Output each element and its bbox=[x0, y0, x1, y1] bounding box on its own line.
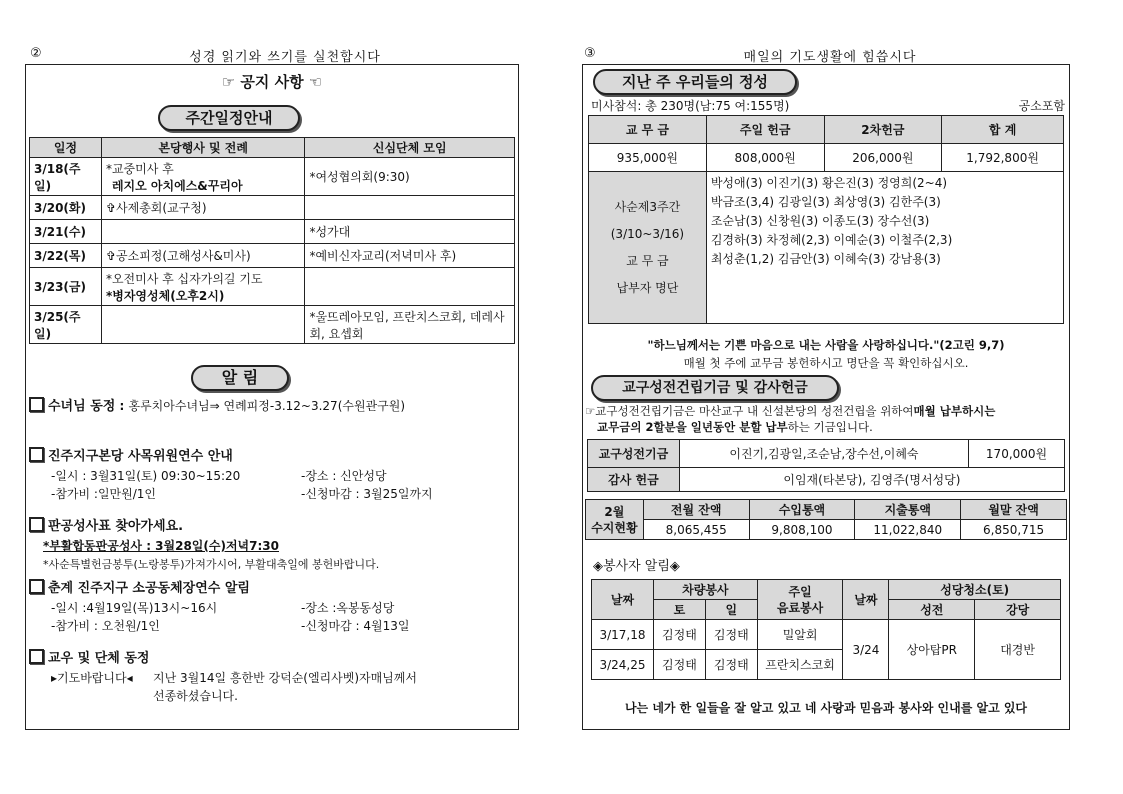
fund-desc-text: 하는 기금입니다. bbox=[787, 420, 873, 434]
square-bullet-icon bbox=[29, 447, 44, 462]
fund-desc-2 bbox=[597, 419, 1067, 435]
quote-line: "하느님께서는 기쁜 마음으로 내는 사람을 사랑하십니다."(2고린 9,7) bbox=[647, 338, 1005, 352]
balance-value: 6,850,715 bbox=[961, 520, 1067, 540]
schedule-event: *교중미사 후 bbox=[105, 161, 174, 176]
fund-label: 감사 헌금 bbox=[588, 468, 680, 492]
table-row bbox=[30, 268, 515, 306]
table-row bbox=[592, 620, 1061, 650]
volunteer-drink: 프란치스코회 bbox=[757, 650, 843, 680]
donor-label bbox=[589, 172, 707, 324]
right-header: 매일의 기도생활에 힘씁시다 bbox=[743, 50, 917, 65]
notice-title-text: 진주지구본당 사목위원연수 안내 bbox=[48, 449, 233, 464]
right-page-number: ③ bbox=[584, 46, 597, 61]
left-page bbox=[25, 64, 519, 730]
schedule-group: *성가대 bbox=[305, 220, 515, 244]
notice-line: *사순특별헌금봉투(노랑봉투)가져가시어, 부활대축일에 봉헌바랍니다. bbox=[43, 558, 380, 571]
quote-reminder: 매월 첫 주에 교무금 봉헌하시고 명단을 꼭 확인하십시오. bbox=[683, 356, 969, 370]
notice-line: -일시 :4월19일(목)13시~16시 bbox=[51, 601, 218, 615]
balance-label bbox=[586, 500, 644, 540]
balance-header: 지출통액 bbox=[855, 500, 961, 520]
fund-names: 이진기,김광일,조순남,장수선,이혜숙 bbox=[679, 440, 968, 468]
fund-amount: 170,000원 bbox=[969, 440, 1065, 468]
offering-header: 주일 헌금 bbox=[706, 116, 824, 144]
schedule-date: 3/21(수) bbox=[30, 220, 102, 244]
notice-line: -신청마감 : 4월13일 bbox=[301, 619, 410, 633]
square-bullet-icon bbox=[29, 649, 44, 664]
donor-label-line: 납부자 명단 bbox=[616, 280, 679, 295]
schedule-date: 3/22(목) bbox=[30, 244, 102, 268]
fund-names: 이임재(타본당), 김영주(명서성당) bbox=[679, 468, 1064, 492]
donor-list bbox=[706, 172, 1063, 324]
schedule-event: ✞사제총회(교구청) bbox=[101, 196, 304, 220]
offering-value: 808,000원 bbox=[706, 144, 824, 172]
fund-desc-text: ☞교구성전건립기금은 마산교구 내 신설본당의 성전건립을 위하여 bbox=[585, 404, 914, 418]
notice-line: -참가비 : 오천원/1인 bbox=[51, 619, 160, 633]
square-bullet-icon bbox=[29, 397, 44, 412]
balance-value: 11,022,840 bbox=[855, 520, 961, 540]
volunteer-header: 차량봉사 bbox=[653, 580, 757, 600]
volunteer-drink: 밀알회 bbox=[757, 620, 843, 650]
attendance-note: 공소포함 bbox=[1018, 99, 1065, 113]
notice-title-text: 수녀님 동정 bbox=[48, 399, 116, 414]
volunteer-sun: 김정태 bbox=[705, 650, 757, 680]
table-row bbox=[30, 220, 515, 244]
fund-desc-1 bbox=[585, 403, 1067, 419]
left-header: 성경 읽기와 쓰기를 실천합시다 bbox=[189, 50, 381, 65]
donor-line: 최성춘(1,2) 김금안(3) 이혜숙(3) 강남용(3) bbox=[710, 252, 941, 266]
volunteer-header: 일 bbox=[705, 600, 757, 620]
schedule-date: 3/23(금) bbox=[30, 268, 102, 306]
offering-value: 1,792,800원 bbox=[942, 144, 1064, 172]
schedule-title: 주간일정안내 bbox=[158, 105, 300, 131]
schedule-group: *여성협의회(9:30) bbox=[305, 158, 515, 196]
separator: : bbox=[115, 399, 129, 413]
notice-line: 선종하셨습니다. bbox=[153, 689, 238, 703]
table-row bbox=[30, 158, 515, 196]
notice-line: 지난 3월14일 흥한반 강덕순(엘리사벳)자매님께서 bbox=[153, 671, 417, 685]
offering-value: 206,000원 bbox=[824, 144, 942, 172]
volunteer-header-line: 음료봉사 bbox=[776, 600, 824, 615]
schedule-date: 3/25(주일) bbox=[30, 306, 102, 344]
balance-label-line: 수지현황 bbox=[591, 520, 638, 535]
offering-title: 지난 주 우리들의 정성 bbox=[593, 69, 797, 95]
volunteer-sat: 김정태 bbox=[653, 620, 705, 650]
volunteer-header bbox=[757, 580, 843, 620]
notice-title-text: 판공성사표 찾아가세요. bbox=[48, 519, 184, 534]
offering-header: 합 계 bbox=[942, 116, 1064, 144]
clean-sanctuary: 상아탑PR bbox=[889, 620, 975, 680]
volunteer-table bbox=[591, 579, 1061, 680]
schedule-header-events: 본당행사 및 전례 bbox=[101, 138, 304, 158]
schedule-event bbox=[101, 306, 304, 344]
attendance: 미사참석: 총 230명(남:75 여:155명) bbox=[591, 99, 790, 113]
announce-title: 알 림 bbox=[191, 365, 289, 391]
fund-desc-bold: 매월 납부하시는 bbox=[913, 404, 996, 418]
notice-line: -참가비 :일만원/1인 bbox=[51, 487, 157, 501]
notice-text: 홍루치아수녀님⇒ 연례피정-3.12~3.27(수원관구원) bbox=[128, 399, 406, 413]
square-bullet-icon bbox=[29, 517, 44, 532]
notice-title: ☞ 공지 사항 ☜ bbox=[221, 73, 323, 91]
clean-hall: 대경반 bbox=[975, 620, 1061, 680]
schedule-date: 3/18(주일) bbox=[30, 158, 102, 196]
schedule-group bbox=[305, 268, 515, 306]
notice-nun bbox=[29, 395, 515, 414]
notice-line: -신청마감 : 3월25일까지 bbox=[301, 487, 433, 501]
volunteer-header: 강당 bbox=[975, 600, 1061, 620]
balance-table bbox=[585, 499, 1067, 540]
footer-verse: 나는 네가 한 일들을 잘 알고 있고 네 사랑과 믿음과 봉사와 인내를 알고 있다 bbox=[624, 701, 1028, 715]
volunteer-header: 성전 bbox=[889, 600, 975, 620]
schedule-group: *울뜨레아모임, 프란치스코회, 데레사회, 요셉회 bbox=[305, 306, 515, 344]
volunteer-sat: 김정태 bbox=[653, 650, 705, 680]
volunteer-header: 성당청소(토) bbox=[889, 580, 1061, 600]
offering-header: 2차헌금 bbox=[824, 116, 942, 144]
donor-line: 박성애(3) 이진기(3) 황은진(3) 정영희(2~4) bbox=[710, 176, 948, 190]
volunteer-sun: 김정태 bbox=[705, 620, 757, 650]
table-row bbox=[30, 306, 515, 344]
donor-line: 박금조(3,4) 김광일(3) 최상영(3) 김한주(3) bbox=[710, 195, 941, 209]
schedule-header-date: 일정 bbox=[30, 138, 102, 158]
donor-line: 김경하(3) 차정혜(2,3) 이예순(3) 이철주(2,3) bbox=[710, 233, 953, 247]
volunteer-header: 토 bbox=[653, 600, 705, 620]
schedule-event: *오전미사 후 십자가의길 기도 bbox=[105, 271, 263, 286]
notice-title-text: 춘계 진주지구 소공동체장연수 알림 bbox=[48, 581, 250, 596]
balance-value: 8,065,455 bbox=[643, 520, 749, 540]
donor-label-line: 사순제3주간 bbox=[614, 199, 681, 214]
schedule-event: *병자영성체(오후2시) bbox=[105, 288, 225, 303]
notice-line: -일시 : 3월31일(토) 09:30~15:20 bbox=[51, 469, 241, 483]
schedule-group bbox=[305, 196, 515, 220]
offering-header: 교 무 금 bbox=[589, 116, 707, 144]
donor-line: 조순남(3) 신창원(3) 이종도(3) 장수선(3) bbox=[710, 214, 930, 228]
balance-header: 전월 잔액 bbox=[643, 500, 749, 520]
schedule-event bbox=[101, 220, 304, 244]
table-row bbox=[30, 196, 515, 220]
left-page-number: ② bbox=[30, 46, 43, 61]
offering-value: 935,000원 bbox=[589, 144, 707, 172]
schedule-event: ✞공소피정(고해성사&미사) bbox=[101, 244, 304, 268]
schedule-group: *예비신자교리(저녁미사 후) bbox=[305, 244, 515, 268]
notice-confession bbox=[29, 515, 515, 572]
volunteer-date: 3/17,18 bbox=[592, 620, 654, 650]
volunteer-title: ◈봉사자 알림◈ bbox=[593, 559, 680, 574]
balance-label-line: 2월 bbox=[604, 504, 625, 519]
notice-line: -장소 : 신안성당 bbox=[301, 469, 387, 483]
volunteer-header: 날짜 bbox=[843, 580, 889, 620]
balance-value: 9,808,100 bbox=[749, 520, 855, 540]
offering-table bbox=[588, 115, 1064, 324]
balance-header: 수입통액 bbox=[749, 500, 855, 520]
fund-desc-bold: 교무금의 2할분을 일년동안 분할 납부 bbox=[597, 420, 788, 434]
donor-label-line: 교 무 금 bbox=[626, 253, 669, 268]
notice-line: *부활합동판공성사 : 3월28일(수)저녁7:30 bbox=[43, 539, 279, 553]
schedule-header-groups: 신심단체 모임 bbox=[305, 138, 515, 158]
table-row bbox=[30, 244, 515, 268]
notice-members bbox=[29, 647, 515, 705]
clean-date: 3/24 bbox=[843, 620, 889, 680]
balance-header: 월말 잔액 bbox=[961, 500, 1067, 520]
notice-title-text: 교우 및 단체 동정 bbox=[48, 651, 150, 666]
volunteer-header-line: 주일 bbox=[788, 584, 812, 599]
volunteer-date: 3/24,25 bbox=[592, 650, 654, 680]
schedule-event: 레지오 아치에스&꾸리아 bbox=[111, 178, 243, 193]
schedule-date: 3/20(화) bbox=[30, 196, 102, 220]
notice-line: -장소 :옥봉동성당 bbox=[301, 601, 395, 615]
notice-community bbox=[29, 577, 515, 635]
volunteer-header: 날짜 bbox=[592, 580, 654, 620]
fund-table bbox=[587, 439, 1065, 492]
schedule-table bbox=[29, 137, 515, 344]
fund-title: 교구성전건립기금 및 감사헌금 bbox=[591, 375, 839, 401]
prayer-label: ▸기도바랍니다◂ bbox=[51, 671, 133, 685]
right-page bbox=[582, 64, 1070, 730]
donor-label-line: (3/10~3/16) bbox=[610, 226, 685, 241]
fund-label: 교구성전기금 bbox=[588, 440, 680, 468]
notice-training bbox=[29, 445, 515, 503]
square-bullet-icon bbox=[29, 579, 44, 594]
